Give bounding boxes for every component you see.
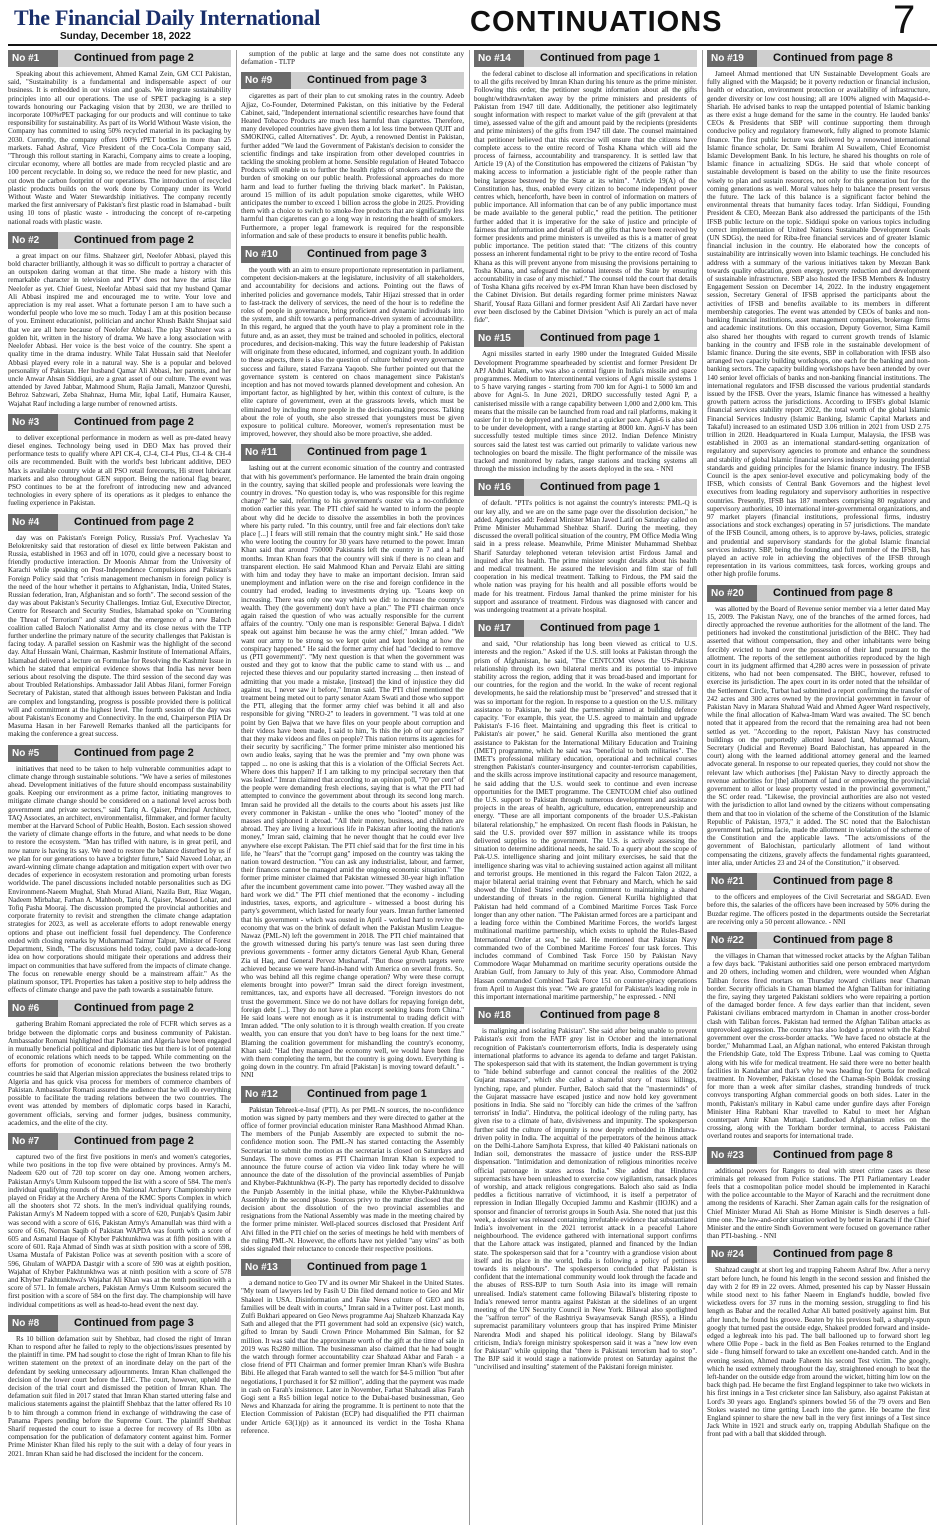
- column-2: [241, 50, 464, 1525]
- story-number: No #8: [8, 1315, 58, 1332]
- story-number: No #22: [707, 932, 757, 949]
- continued-label: Continued from page 1: [524, 479, 697, 496]
- continuation-story: [707, 873, 930, 926]
- continued-label: Continued from page 2: [58, 232, 231, 249]
- continuation-story: [474, 50, 697, 324]
- story-number: No #20: [707, 585, 757, 602]
- continued-label: Continued from page 8: [757, 1246, 930, 1263]
- story-header: [707, 50, 930, 67]
- story-header: [8, 1315, 231, 1332]
- continued-label: Continued from page 2: [58, 1000, 231, 1017]
- continuation-story: [8, 1315, 231, 1458]
- continued-label: Continued from page 8: [757, 1147, 930, 1164]
- story-number: No #5: [8, 745, 58, 762]
- column-divider: [469, 50, 470, 1525]
- continuation-story: [707, 1147, 930, 1241]
- story-header: [8, 414, 231, 431]
- paper-name: The Financial Daily International: [14, 5, 321, 30]
- continuation-story: [8, 414, 231, 508]
- story-header: [8, 514, 231, 531]
- continued-label: Continued from page 2: [58, 414, 231, 431]
- continued-label: Continued from page 8: [757, 873, 930, 890]
- story-body: was allotted by the Board of Revenue senior member via a letter dated May 15, 2009. The Pakistan Navy, one of the branches of the armed forces, had directly approached the revenue authorities for the allotment of the land. The petitioners had invoked the constitutional jurisdiction of the BHC. They had asserted that without compensation, they and other inhabitants were being forcibly evicted to hand over the possession of their land pursuant to the allotment. The reports of the settlement authorities reproduced by the high court in its judgment affirmed that 4,280 acres were in possession of private citizens, who had not been compensated. The BHC, however, refused to exercise its jurisdiction. The apex court in its order noted that the tehsildar of the Settlement Circle, Turbat had submitted a report confirming the transfer of 242 acres and 300 acres owned by the provincial government in favour of Pakistan Navy in Marara Shahzad Waid and Ahmed Ageer Ward respectively, while the final allocation of Kalwa-Imam Ward was awaited. The SC bench noted that it appeared from the record that the remaining area had not been settled as yet. "According to the report, Pakistan Navy has constructed buildings on the purportedly allotted leased land, Muhammad Akram, Secretary (Judicial and Revenue) Board Balochistan, has appeared in the court) along with the learned additional attorney general and the learned advocate general. In response to our repeated queries, they could not show the relevant law which authorises [the] Pakistan Navy to directly approach the revenue authorities for [the] allotment of land or empowering the provincial government to allot or lease property vested in the provincial government," the SC order read. "Likewise, the provincial authorities are also not vested with the jurisdiction to allot land owned by the citizens without compensating them and that too in violation of the scheme of the Constitution of the Islamic Republic of Pakistan, 1973," it added. The SC noted that the Balochistan government had, prima facie, made the allotment in violation of the scheme of the Constitution and the applicable laws. "The acts/omissions of the government of Balochistan, particularly allotment of land without compensating the citizens, gravely affects the fundamental rights guaranteed, inter alia, under Articles 23 and 24 of the Constitution," it observed.: [707, 604, 930, 867]
- story-body: Rs 10 billion defamation suit by Shehbaz, had closed the right of Imran Khan to respond after he failed to reply to the objections/issues presented by the plaintiff in time. PM had sought to close the right of Imran Khan to file his written statement on the pretext of an inordinate delay on the part of the defendant by seeking unnecessary adjournments. Imran Khan challenged the decision of the lower court before the LHC. The court, however, upheld the decision of the trial court and dismissed the petition of Imran Khan. The defamation suit filed in 2017 stated that Imran Khan started uttering false and malicious statements against the plaintiff Shehbaz that the latter offered Rs 10 b to him through a common friend in exchange of withdrawing the case of Panama Papers pending before the Supreme Court. The plaintiff Shehbaz Sharif requested the court to issue a decree for recovery of Rs 10bn as compensation for the publication of defamatory content against him. Former Prime Minister Khan filed his reply to the suit with a delay of four years in 2021. Imran Khan said he had disclosed the incident for the concern.: [8, 1334, 231, 1458]
- continuation-story: [707, 1246, 930, 1438]
- story-header: [474, 620, 697, 637]
- story-header: [8, 1000, 231, 1017]
- column-divider: [236, 50, 237, 1525]
- issue-date: Sunday, December 18, 2022: [60, 31, 191, 42]
- story-body: cigarettes as part of their plan to cut smoking rates in the country. Adeeb Ajjaz, Co-Founder, Determined Pakistan, on this initiative by the Federal Cabinet, said, "Independent international scientific researches have found that Heated Tobacco Products are much less harmful than cigarettes. Therefore, many developed countries have given them a lot less time between QUIT and SMOKING, called Alternatives". Dr. Ayub, a renowned Dentist in Pakistan, further added "We laud the Government of Pakistan's decision to consider the scientific findings and take inspiration from other developed countries in tackling the smoking problem at home. Sensible regulation of Heated Tobacco Products will enable us to further the health rights of smokers and reduce the burden of smoking on our public health. Professional approaches do more harm and lead to further fueling the thriving black market". In Pakistan, around 15 million of its adult population smoke cigarettes, while WHO anticipates the number to exceed 1 billion across the globe in 2025. Providing them with a choice to switch to smoke-free products that are significantly less harmful than cigarettes can go a long way in restoring the health of smokers. Furthermore, a proper legal framework is required for the responsible information and sale of these products to ensure it benefits public health.: [241, 92, 464, 240]
- story-header: [474, 479, 697, 496]
- story-body: is maligning and isolating Pakistan". She said after being unable to prevent Pakistan's exit from the FATF grey list in October and the international recognition of Pakistan's counterterrorism efforts, India is desperately using international platforms to advance its agenda to defame and target Pakistan. The spokesperson said that with its statement, the Indian government is trying to "hide behind subterfuge and cannot conceal the realities of the 2002 Gujarat massacre", which she called a shameful story of mass killings, lynching, rape, and plunder. Further, Baloch said that the "masterminds" of the Gujarat massacre have escaped justice and now hold key government positions in India. She said no "forcibly can hide the crimes of the 'saffron terrorists' in India". Hindutva, the political ideology of the ruling party, has given rise to a climate of hate, divisiveness and impunity. The spokesperson further said the culture of impunity is now deeply embedded in Hindutva-driven polity in India. The acquittal of the perpetrators of the heinous attack on the Delhi-Lahore Samjhota Express, that killed 40 Pakistani nationals on Indian soil, demonstrates the massacre of justice under the RSS-BJP dispensation. "Intimidation and demonization of religious minorities receive official patronage in states across India." She added that Hindutva supremacists have been unleashed to exercise cow vigilantism, ransack places of worship, and attack religious congregations. Baloch also said as India peddles a fictitious narrative of victimhood, it is itself a perpetrator of repression in Indian Illegally Occupied Jammu and Kashmir (IIOJK) and a sponsor and financier of terrorist groups in South Asia. She noted that just this week, a dossier was released containing irrefutable evidence that substantiated India's involvement in the 2021 terrorist attack in a peaceful Lahore neighbourhood. The evidence gathered with international support confirms that the Lahore attack was instigated, planned and financed by the Indian state. The spokesperson said that for a "country with a grandiose vision about itself and its place in the world, India is following a policy of pettiness towards its neighbours". The spokesperson concluded that Pakistan is confident that the international community would look through the facade and the abuses of RSS-BJP to turn South Asia into its image will remain unrealised. India's statement came following Bilawal's blistering riposte to India's renewed terror mantra against Pakistan at the sidelines of an urgent meeting of the UN Security Council in New York. Bilawal also spotlighted the "saffron terror" of the Rashtriya Swayamsevak Sangh (RSS), a Hindu supremacist paramilitary volunteers group that has inspired Prime Minister Narendra Modi and shaped his political ideology. Slang by Bilawal's criticism, India's foreign ministry spokesperson said it was a "new low even for Pakistan" while quipping that "there is Pakistani terrorism had to stop". The BJP said it would stage a nationwide protest on Saturday against the "uncivilised and insulting" statement of the Pakistani foreign minister.: [474, 1027, 697, 1372]
- story-header: [474, 1007, 697, 1024]
- story-body: and said, "Our relationship has long been viewed as critical to U.S. interests and the region." Asked if the U.S. still looks at Pakistan through the prism of Afghanistan, he said, "The CENTCOM views the US-Pakistan relationship through its own bilateral merits and its potential to improve stability across the region, adding that it was broad-based and important for our countries, for the region and the world. In the wake of recent regional developments, he said the relationship must be "preserved" and stressed that it was so important for the region. In response to a question on the U.S. military assistance to Pakistan, he said the partnership aimed at building defence capacity. "For example, this year, the U.S. agreed to maintain and upgrade Pakistan's F-16 fleet. Maintaining and upgrading this fleet is critical to Pakistan's air power," he said. General Kurilla also mentioned the grant assistance to Pakistan for the International Military Education and Training (IMET) programme, which he said was "beneficial to both militaries". The IMET's professional military education, operational and technical courses strengthen Pakistan's counter-insurgency and counter-terrorism capabilities, and the skills across improve institutional capacity and resource management, he said adding that the U.S. would seek to continue and even increase opportunities for the IMET programme. The CENTCOM chief also outlined the U.S. support to Pakistan through numerous development and assistance projects in the areas of health, agriculture, education, entrepreneurship and energy. "These are all important components of the broader U.S.-Pakistan bilateral relationship," he emphasized. On recent flash floods in Pakistan, he said the U.S. provided over $97 million in assistance while its troops delivered supplies to the government. The U.S. is actively assessing the situation to determine additional needs, he said. To a query about the scope of Pak-U.S. intelligence sharing and joint military exercises, he said that the intelligence sharing was vital to achieving sustained action against all militant and terrorist groups. He mentioned in this regard the Falcon Talon 2022, a major bilateral aerial training event that February and March, which he said showed the United States' enduring commitment to maintaining a shared understanding of threats in the region. General Kurilla highlighted that Pakistan had held command of a Combined Maritime Forces Task Force longer than any other nation. "The Pakistan armed forces are a participant and a leading force within the Combined Maritime Forces, the world's largest multinational maritime partnership, which exists to uphold the Rules-Based International Order at sea," he said. He mentioned that Pakistan Navy commanded two of the Combined Maritime Forces' four task forces. This includes command of Combined Task Force 150 by Pakistan Navy Commodore Waqar Muhammad on maritime security operations outside the Arabian Gulf, from January to July of this year. Also, Commodore Ahmad Hassan commanded Combined Task Force 151 on counter-piracy operations from April to August this year. "We are grateful for Pakistan's leading role in this important international maritime partnership," he expressed. - NNI: [474, 640, 697, 1001]
- story-header: [474, 330, 697, 347]
- story-header: [241, 1259, 464, 1276]
- story-number: No #9: [241, 72, 291, 89]
- story-header: [707, 932, 930, 949]
- continued-label: Continued from page 3: [58, 1315, 231, 1332]
- story-body: initiatives that need to be taken to help vulnerable communities adapt to climate change through sustainable solutions. "We have a series of milestones ahead. Development initiatives of the future should encompass sustainability goals. Keeping our environment as a prime factor, initiating mangroves to mitigate climate change should be considered on a national level across both government and private sectors," said Tariq A. Qaiser, Principal Architect, TAQ Associates, an architect, environmentalist, filmmaker, and former faculty member at the Harvard School of Public Health, Boston. Each session showed the variety of climate change efforts in the future, and what needs to be done to restore the ecosystem. "Man has trifled with nature, is in great peril, and now nature is having its say. We need to restore the balance disturbed by us if we plan for our generations to have a brighter future," Said Naveed Lohar, an award-winning climate change adaptation and mitigation expert with over two decades of experience in ecosystem restoration and promoting urban forests worldwide. The panel discussions included notable personalities such as DG Environment-Naeem Mughal, Shah Murad Aliani, Nazila Butt, Riaz Wagan, Nadeem Mirbahar, Farhan A. Mahboob, Tariq A. Qaiser, Masood Lohar, and Tofiq Pasha Mooraj. The discussion prompted the provincial authorities and corporate fraternity to revisit and strengthen the climate change adaptation strategies for 2023, as well as accelerate efforts to adopt renewable energy options and phase out inefficient fossil fuel dependency. The Conference ended with closing remarks by Muhammad Taimur Talpur, Minister of Forest Department, Sindh, "The discussions held today, could pave a decade-long idea on how corporations should mitigate their operations and address their impact on communities that have suffered from the impacts of climate change. The focus on renewable energy should be a mainstream affair." As the platinum sponsor, TPL Properties has taken a positive step to help address the effects of climate change and pave the path towards a sustainable future.: [8, 764, 231, 995]
- continued-label: Continued from page 1: [291, 1259, 464, 1276]
- section-title: CONTINUATIONS: [470, 6, 723, 38]
- story-body: day was on Pakistan's Foreign Policy, Russia's Prof. Vyacheslav Ya Belokrenitsky said that restoration of diesel ex little between Pakistan and Russia, established in 1963 and off in 1070, could give a necessary boost to friendly productive interaction. Dr Moonis Ahmar from the University of Karachi while speaking on Post-Independence Compulsions and Pakistan's Foreign Policy said that "crisis management mechanism in foreign policy is the need of the hour whether it pertains to Afghanistan, India, United States, Russian federation, Iran, Afghanistan and so forth". The second session of the day was about Pakistan's Security Challenges. Imtiaz Gul, Executive Director, Centre for Research and Security Studies, Islamabad spoke on "Countering the Threat of Terrorism" and stated that the emergence of a new Baloch coalition called Baloch Nationalist Army and its close nexus with the TTP further underline the primary nature of the security challenges that Pakistan is facing today. A parallel session on Kashmir was the highlight of the second day. Altaf Hussain Wani, Chairman, Kashmir Institute of International Affairs, Islamabad delivered a lecture on Formulae for Resolving the Kashmir Issue in which he stated that empirical evidence shows that India has never been serious about resolving the dispute. The third session of the second day was about Troubled Relationships. Ambassador Jalil Abbas Jilani, former Foreign Secretary of Pakistan, stated that although issues between Pakistan and India are complex and longstanding, progress is possible provided there is political will and commitment at the highest level. The fourth session of the day was about Pakistan's Economy and Connectivity. In the end, Chairperson PIIA Dr Masuma Hasan in her Farewell Remarks thanked all the participants for making the conference a great success.: [8, 533, 231, 739]
- story-number: No #4: [8, 514, 58, 531]
- continued-label: Continued from page 8: [524, 1007, 697, 1024]
- story-number: No #10: [241, 246, 291, 263]
- continuation-story: [707, 585, 930, 868]
- story-header: [241, 1086, 464, 1103]
- story-number: No #18: [474, 1007, 524, 1024]
- story-header: [241, 72, 464, 89]
- story-number: No #6: [8, 1000, 58, 1017]
- continuation-story: [241, 72, 464, 240]
- continuation-story: [707, 50, 930, 579]
- story-body: Agni missiles started in early 1980 under the Integrated Guided Missile Development Programme spearheaded by scientist and former President Dr APJ Abdul Kalam, who was also a central figure in India's missile and space programmes. Medium to Intercontinental versions of Agni missile systems 1 to 5 have varying ranges - starting from 700 km for Agni-1 to 5000 km and above for Agni-5. In June 2021, DRDO successfully tested Agni P, a canisterised missile with a range capability between 1,000 and 2,000 km. This means that the missile can be launched from road and rail platforms, making it easier for it to be deployed and launched at a quicker pace. Agni-6 is also said to be under development, with a range starting at 8000 km. Agni-V has been successfully tested multiple times since 2012. Indian Defence Ministry sources said the latest test was carried out primarily to validate various new technologies on board the missile. The flight performance of the missile was tracked and monitored by radars, range stations and tracking systems all through the mission including by the assets deployed in the sea. - NNI: [474, 350, 697, 474]
- story-number: No #3: [8, 414, 58, 431]
- continuation-story: [241, 1086, 464, 1254]
- continued-label: Continued from page 2: [58, 1133, 231, 1150]
- story-header: [707, 1246, 930, 1263]
- column-3: [474, 50, 697, 1525]
- story-number: No #24: [707, 1246, 757, 1263]
- page-number: 7: [893, 0, 916, 42]
- continuation-story: [241, 1259, 464, 1435]
- story-number: No #19: [707, 50, 757, 67]
- story-body: the youth with an aim to ensure proportionate representation in parliament, competent decision-makers at the legislature, inclusivity of all stakeholders, and accountability for decisions and actions. Pointing out the flaws of inherited policies and governance models, Tahir Hijazi stressed that in order to fast-track the delivery of services, the need of the hour is to redefine the roles of people in governance, bring proficient and dynamic individuals into the system, and shift towards a performance-driven system of accountability. In this regard, he argued that the youth have to play a prominent role in the future and, as an asset, they must be trained and schooled in politics, electoral procedures, and decision-making. This way the future leadership of Pakistan will originate from these educated, informed, and cognizant youth. In addition to these aspects, there is also the question of culture behind every governance success and failure, stated Farzana Yaqoob. She further pointed out that the governance system is centered on chaos management since Pakistan's inception and has not moved towards planned development and cohesion. An important factor, as highlighted by her, within this context of culture, is the elite capture of government, even at the grassroots levels, which must be eliminated by including more people in the decision-making process. Talking about the role of youth, she also stressed that youngsters must be given exposure to political culture. Moreover, women's representation must be improved, however, they should also be more proactive, she added.: [241, 266, 464, 439]
- continuation-story: [474, 479, 697, 614]
- continuation-story: [8, 514, 231, 739]
- story-header: [8, 1133, 231, 1150]
- column-1: [8, 50, 231, 1525]
- story-body: gathering Brahim Romani appreciated the role of FCFR which serves as a bridge between the diplomatic corps and business community of Pakistan. Ambassador Romani highlighted that Pakistan and Algeria have been engaged in mutually beneficial political and diplomatic ties but there is lot of potential of economic relations which needs to be tapped. While commenting on the efforts for promotion of economic relations between the two brotherly countries he said that Algerian mission appreciates the business related trips to Algeria and has quick visa process for members of commerce chambers of Pakistan. Ambassador Romani assured the audience that he will do everything possible to facilitate the trading relations between the two countries. The event was attended by members of diplomatic corps based in Karachi, government officials, serving and former judges, business community, academics, and the elite of the city.: [8, 1020, 231, 1127]
- continuation-story: [241, 246, 464, 438]
- continued-label: Continued from page 1: [524, 330, 697, 347]
- story-body: sumption of the public at large and the same does not constitute any defamation - TLTP: [241, 50, 464, 67]
- continued-label: Continued from page 2: [58, 514, 231, 531]
- story-number: No #23: [707, 1147, 757, 1164]
- continuation-story: [241, 50, 464, 66]
- story-body: captured two of the first five positions in men's and women's categories, while two positions in the top five were obtained by provinces. Army's M. Nadeem 620 out of 720 top scorer on day one. Among women archers, Pakistan Army's Umm Kulsoom topped the list with a score of 584. The men's individual qualifying rounds of the 9th National Archery Championship were played on Friday at the Archery Arena of the KMC Sports Complex in which all the shooters shot 72 shots. In the men's individual qualifying rounds, Pakistan Army's M Nadeem topped with a score of 620, Punjab's Qasim Jabir was second with a score of 616, Pakistan Army's Amanullah was third with a score of 616, Noman Saqib of Pakistan WAPDA was fourth with a score of 605 and Asmatul Haque of Khyber Pakhtunkhwa was at fifth position with a score of 601. Raja Ahmad of Sindh was at sixth position with a score of 598, Usama Mustafa of Pakistan Police was at seventh position with a score of 596, Ghulam of WAPDA Dastgir with a score of 590 was at eighth position, Wajahat of Khyber Pakhtunkhwa was at ninth position with a score of 578 and Khyber Pakhtunkhwa's Wajahat Ali Khan was at the tenth position with a score of 571. In female archers, Pakistan Army's Umm Kulsoom secured the first position with a score of 584 on the first day. The championship will have individual competitions as well as head-to-head event the next day.: [8, 1152, 231, 1309]
- story-body: Jameel Ahmad mentioned that UN Sustainable Development Goals are fully aligned with the Maqasid; be it poverty reduction or financial inclusion, health or education, environment protection or availability of infrastructure, gender diversity or low cost housing; all are 100% aligned with Maqasid-e-Shariah. He advised banks to reap the untapped potential of Islamic banking as there exist a huge demand for the same in the country. He lauded banks' CEOs & Presidents that SBP will continue supporting them through conducive policy and regulatory framework, fully aligned to promote Islamic finance. The first public lecture was delivered by a renowned international Islamic finance scholar, Dr. Sami Ibrahim Al Suwailem, Chief Economist Islamic Development Bank. In his lecture, he shared his thoughts on role of Islamic finance in actualizing SDGs. He said that whole concept of sustainable development is based on the ability to use the finite resources wisely to plan and sustain resources, not only for this generation but for the coming generations as well. Moral values help to balance the present versus the future. The lack of this balance is a significant factor behind the environmental threats that humanity faces today. Irfan Siddiqui, Founding President & CEO, Meezan Bank also addressed the participants of the 15th IFSB public lecture on the topic. Siddiqui spoke on various topics including correct implementation of United Nations Sustainable Development Goals (UN SDGs), the need for Riba-free financial services and of greater Islamic financial inclusion in the country. He elaborated how the concepts of sustainability are intrinsically woven into Islamic teachings. He concluded his address with a summary of the various initiatives taken by Meezan Bank towards quality education, green energy, poverty reduction and development of sustainable infrastructure. SBP also hosted the IFSB Members & Industry Engagement Session on December 14, 2022. In the industry engagement session, Secretary General of IFSB apprised the participants about the activities of IFSB and benefits available to its members in different membership categories. The event was attended by CEOs of banks and non-banking financial institutions, asset management companies, brokerage firms and academic institutions. On this occasion, Deputy Governor, Sima Kamil also shared her thoughts with regard to current growth trends of Islamic banking in the country and IFSB role in the sustainable development of Islamic finance. During the site events, SBP in collaboration with IFSB also arranged two capacity building workshops, one each for the banking and non-banking sectors. The capacity building workshops have been attended by over 140 senior level officials of banks and non-banking financial institutions. The international regulators and IFSB discussed the various prudential standards issued by the IFSB. Over the years, Islamic finance has witnessed a healthy growth pattern across the jurisdictions. According to IFSB's global Islamic financial services stability report 2022, the total worth of the global Islamic Financial Services Industry (Islamic Banking, Islamic Capital Markets and Takaful) increased to an estimated USD 3.06 trillion in 2021 from USD 2.75 trillion in 2020. Headquartered in Kuala Lumpur, Malaysia, the IFSB was established in 2003 as an international standard-setting organization of regulatory and supervisory agencies to promote and enhance the soundness and stability of global Islamic financial services industry by issuing prudential standards and guiding principles for the Islamic finance industry. The IFSB Council is the apex senior-level executive and policymaking body of the IFSB, which consists of Central Bank Governors and the highest level executives from leading regulatory and supervisory authorities in respective countries. Presently, IFSB has 187 members comprising 80 regulatory and supervisory authorities, 10 international inter-governmental organizations, and 97 market players (financial institutions, professional firms, industry associations and stock exchanges) operating in 57 jurisdictions. The mandate of the IFSB Council, among others, is to approve by-laws, policies, strategic and prudential and supervisory standards for the global Islamic financial services industry. SBP, being the founding and full member of the IFSB, has played an active role in achieving the objectives of the IFSB through representation in its various committees, task forces, working groups and other high profile forums.: [707, 70, 930, 579]
- story-body: to deliver exceptional performance in modern as well as pre-dated heavy diesel engines. Technology being used in DEO Max has proved their performance tests to qualify where API CK-4, CJ-4, CI-4 Plus, CI-4 & CH-4 oils are recommended. Built with the world's best lubricant additive, DEO Max is available country wide at all PSO retail forecourts, Hi street lubricant markets and also throughout GEN support. Being the national flag bearer, PSO continues to be at the forefront of introducing new and advanced technologies in every sphere of its operations as it pledges to enhance the fueling experience in Pakistan.: [8, 433, 231, 508]
- story-number: No #13: [241, 1259, 291, 1276]
- story-header: [241, 444, 464, 461]
- continuation-story: [241, 444, 464, 1079]
- continuation-story: [474, 1007, 697, 1372]
- continued-label: Continued from page 3: [291, 246, 464, 263]
- continuation-story: [474, 330, 697, 473]
- continuation-story: [8, 1133, 231, 1309]
- story-header: [707, 585, 930, 602]
- continued-label: Continued from page 3: [291, 72, 464, 89]
- story-header: [8, 232, 231, 249]
- story-number: No #7: [8, 1133, 58, 1150]
- continued-label: Continued from page 1: [291, 1086, 464, 1103]
- story-number: No #15: [474, 330, 524, 347]
- story-number: No #12: [241, 1086, 291, 1103]
- story-body: Shahzad caught at short leg and trapping Faheem Ashraf lbw. After a nervy start before lunch, he found his length in the second session and finished the day with 2 for 89 in 22 overs. Ahmed, presented his cap by Nasser Hussain while stood next to his father Naeem in England's huddle, bowled five wicketless overs for 37 runs in the morning session, struggling to find his length as Babar and the recalled Azhar Ali batted positively against him. But after lunch, he found his groove. Beaten by his previous ball, a sharply-spun googly that turned past the outside edge, Shakeel prodded forward and inside-edged a legbreak into his pad. The ball ballooned up to forward short leg where Ollie Pope - back in the field as Ben Foakes returned to the England side - flung himself forward to take an excellent one-handed catch. And in the evening session, Ahmed made Faheem his second Test victim. The googly, which he used extremely throughout the day, straightened enough to beat the left-hander on the outside edge from around the wicket, hitting him low on the back thigh pad. He became the first England legspinner to take two wickets in his first innings in a Test cricketer since Ian Salisbury, also against Pakistan at Lord's 30 years ago. England's spinners bowled 56 of the 79 overs and Ben Stokes wasted no time getting Leach into the game. He became the first England spinner to share the new ball in the very first innings of a Test since Jack White in 1921 and struck early on, trapping Abdullah Shafique on the front pad with a ball that skidded through.: [707, 1266, 930, 1439]
- story-body: lashing out at the current economic situation of the country and contrasted that with his government's performance. He lamented the brain drain ongoing in the country, saying that skilled people and professionals were leaving the country in droves. "No question today is, who was responsible for this regime change?" he said, referring to his government's ouster via a no-confidence motion earlier this year. The PTI chief said he wanted to inform the people about why did he decide to dissolve the assemblies in both the provinces where his party ruled. "In this country, until free and fair elections don't take place [...] I fears will still remain that the country might sink." He said those who were looting the country for 30 years have returned to the power. Imran Khan said that around 750000 Pakistanis left the country in 7 and a half months. Imran Khan fears that the country will sink if there is no clean and transparent election. He said Mahmood Khan and Pervaiz Elahi are sitting with him and today they have to make an important decision. Imran said unemployment and inflation were on the rise and foreign confidence in the country had eroded, leading to investments drying up. "Loans keep on increasing. There was only one way which we did: to increase the country's wealth. They (the government) don't have a plan." The PTI chairman once again raised the question of who was actually responsible for the current affairs of the country. "Only one man is responsible: General Bajwa. I didn't speak out against him because he was the army chief," Imran added. "We want our army to be strong so we kept quiet and kept looking at how the conspiracy happened." He said the former army chief had "decided to remove us (PTI government)". "My next question is that when the government was ousted and they got to know that the public came to stand with us ... and rejected these thieves and our popularity started increasing ... then instead of admitting that you made a mistake, [instead] the kind of injustice they did against us, I never saw it before," Imran said. The PTI chief mentioned the treatment being meted out to party senator Azam Swati and those who support the PTI, alleging that the former army chief was behind it all and also responsible for giving "NRO-2" to leaders in government. "I was told at one point by Gen Bajwa that we have files on your people about corruption and their videos have been made, I said to him, 'Is this the job of our agencies?' that they make videos and files on people? This nation returns its agencies for their security by sacrificing." The former prime minister also mentioned his own audio leaks, saying that he was the premier and "my own phone was tapped ... no one is asking that this is a violation of the Official Secrets Act. Where does this happen? If I am talking to my principal secretary then that was leaked." Imran claimed that according to an opinion poll, "70 per cent" of the people were demanding fresh elections, saying that is what the PTI had attempted to convince the government about through its second long march. Imran said he provided all the details to the courts about his assets just like every commoner in Pakistan - unlike the ones who "looted" money of the masses and siphoned it abroad. "All their money, business, and children are abroad. They are living a luxurious life in Pakistan after looting the nation's money," Imran said, claiming that he never thought that he could ever live anywhere else except Pakistan. The PTI chief said that for the first time in his life, he "fears" that the "corrupt gang" imposed on the country was taking the nation toward destruction. "You can ask any industrialist, labour, and farmer, their finances cannot be managed amid the ongoing economic situation." The former prime minister claimed that Pakistan witnessed 30-year high inflation after the incumbent government came into power. "They washed away all the hard work we did." The PTI chief mentioned that the economy - including industries, taxes, exports, and agriculture - witnessed a boost during his party's government, which lasted for nearly four years. Imran further lamented that his government - which was ousted in April - worked hard to revive the economy that was on the brink of default when the Pakistan Muslim League-Nawaz (PML-N) left the government in 2018. The PTI chief maintained that the growth witnessed during his party's tenure was last seen during three previous governments - former army dictators General Ayub Khan, General Zia ul Haq, and General Pervez Musharraf. "But those growth targets were achieved because we were hand-in-hand with America on several fronts. So, who was behind all this regime change operation? Why were these corrupt elements brought into power?" Imran said the direct foreign investment, remittances, tax, and exports have all decreased. "Foreign investors do not trust the government. Since we do not have dollars for repaying foreign debt, foreign debt [...]. They do not have a plan except seeking loans from China." He said loans were not enough as it is instrumental to trading deficit with Imran added. "The only solution to it is through wealth creation. If you create wealth, you can ensure that you don't have to beg loans for the next time." Blaming the coalition government for mishandling the country's economy, Khan said: "Had they managed the economy well, we would have been fine with them completing the term, but the country is going down. Everything is going down in the country. I'm afraid [Pakistan] is moving toward default." - NNI: [241, 464, 464, 1080]
- story-number: No #1: [8, 50, 58, 67]
- story-number: No #11: [241, 444, 291, 461]
- story-body: a great impact on our films. Shahzeer girl, Neelofer Abbasi, played this bold character brilliantly, although it was so difficult to portray a character of an outspoken daring woman at that time. She made a history with this remarkable character in television and PTV does not have the artist like Neelofer as yet. Chief Guest, Neelofar Abbasi said that my husband Qamar Ali Abbasi inspired me and encouraged me to write. Your love and appreciation is my real asset. What a fortunate person I am to have such a wonderful people who love me so much. Today I am at this position because of you. Eminent educationist, politician and anchor Khush Bakht Shujaat said that we are all here because of Neelofer Abbasi. The play Shahzeer was a golden hit, written in the history of drama. We have a long association with Neelofer Abbasi. Her voice is the best voice of the country. She spent a quality time in the drama industry. While Talat Hussain said that Neelofer Abbasi played every role in a natural way. She is a popular and beloved personality of Pakistan. Her husband Qamar Ali Abbasi, her parents, and her uncle Anwar Ahsan Siddiqui, are a great asset of our culture. The event was attended by Javed Jabbar, Mahmood Shum, Rajia Jamali, Manzoor Qureshi, Behroz Sabzwari, Zeba Shahnaz, Huma Mir, Iqbal Latif, Humaira Kauser, Wajahat Rauf including a large number of renowned artists.: [8, 251, 231, 408]
- story-number: No #16: [474, 479, 524, 496]
- story-header: [8, 50, 231, 67]
- continuation-story: [8, 1000, 231, 1127]
- continuation-story: [474, 620, 697, 1001]
- story-number: No #14: [474, 50, 524, 67]
- column-divider: [702, 50, 703, 1525]
- story-body: the villages in Chaman that witnessed rocket attacks by the Afghan Taliban a few days back. "Pakistani authorities said one person embraced martyrdom and 20 others, including women and children, were wounded when Afghan Taliban forces fired mortars on Thursday toward civilians near Chaman border. Security officials in Chaman blamed the Afghan Taliban for initiating the fire, saying they targeted Pakistani soldiers who were repairing a portion of the damaged border fence. A few days earlier than that incident, seven Pakistani civilians embraced martyrdom in Chaman in another cross-border clash with Taliban forces. Pakistan had termed the Afghan Taliban attacks as unprovoked aggression. The country has also lodged a protest with the Kabul government over the cross-border attacks. "We have faced no obstacle at the border," Muhammad Laal, an Afghan national, who entered Pakistan through the Friendship Gate, told The Express Tribune. Laal was coming to Quetta along with his wife for medical treatment. He said there were no better health facilities in Kandahar and that's why he was heading for Quetta for medical treatment. In November, Pakistan closed the Chaman-Spin Boldak crossing for more than a week after similar clashes, stranding hundreds of truck convoys transporting Afghan commercial goods on both sides. Later in the month, Pakistan's military in Kabul came under gunfire days after Foreign Minister Hina Rabbani Khar travelled to Kabul to meet her Afghan counterpart Amir Khan Muttaqi. Landlocked Afghanistan relies on the crossing, along with the Torkham border terminal, to access Pakistani overland routes and seaports for international trade.: [707, 951, 930, 1141]
- continuation-story: [8, 745, 231, 995]
- story-header: [707, 1147, 930, 1164]
- story-number: No #17: [474, 620, 524, 637]
- continued-label: Continued from page 1: [524, 50, 697, 67]
- story-body: Pakistan Tehreek-e-Insaf (PTI). As per PML-N sources, the no-confidence motion was signed by party members and they were directed to gather at the office of former provincial education minister Rana Mashhood Ahmad Khan. The members of the Punjab Assembly are expected to submit the no-confidence motion soon. The PML-N has started contacting the Assembly Secretariat to submit the motion as the secretariat is closed on Saturdays and Sundays. The move comes as PTI Chairman Imran Khan is expected to announce the future course of action via video link today where he will announce the date of the dissolution of the provincial assemblies of Punjab and Khyber-Pakhtunkhwa (K-P). The party has reportedly decided to dissolve the Punjab Assembly in the initial phase, while the Khyber-Pakhtunkhwa Assembly in the second phase. Sources privy to the matter disclosed that the decision about the dissolution of the two provincial assemblies and resignations from the National Assembly was made in the meeting chaired by the former prime minister. Well-placed sources disclosed that President Arif Alvi filled in the PTI chief on the series of meetings he held with members of the ruling PML-N. However, the efforts have not yielded "any wins" as both sides signaled their reluctance to concede their respective positions.: [241, 1105, 464, 1254]
- column-4: [707, 50, 930, 1525]
- story-body: of default. "PTI's politics is not against the country's interests: PML-Q is our key ally, and we are on the same page over the dissolution decision," he added. Agencies add: Federal Minister Mian Javed Latif on Saturday called on Prime Minister Muhammad Shehbaz Sharif. During the meeting, they discussed the overall political situation of the country, PM Office Media Wing said in a press release. Meanwhile, Prime Minister Muhammad Shehbaz Sharif Saturday telephoned veteran television artist Firdous Jamal and inquired after his health. The prime minister sought details about his health and medical treatment. He assured the television and film star of full cooperation in his medical treatment. Talking to Firdous, the PM said the whole nation was praying for his health and all possible efforts would be made for his treatment. Firdous Jamal thanked the prime minister for his support and assurance of treatment. Firdous was diagnosed with cancer and was undergoing treatment at a private hospital.: [474, 499, 697, 614]
- continued-label: Continued from page 1: [291, 444, 464, 461]
- story-number: No #21: [707, 873, 757, 890]
- story-header: [241, 246, 464, 263]
- continued-label: Continued from page 8: [757, 50, 930, 67]
- story-header: [8, 745, 231, 762]
- story-body: additional powers for Rangers to deal with street crime cases as these criminals get released from Police stations. The PTI Parliamentary Leader feels that a cosmopolitan police model should be implemented in Karachi with the police accountable to the Mayor of Karachi and the recruitment done among the residents of Karachi. Sher Zaman again calls for the resignation of Chief Minister Murad Ali Shah as Home Minister is Sindh deserves a full-time one. The law-and-order situation worked by better in Karachi if the Chief Minister and the entire Sindh Government were focused on governance rather than PTI-bashing. - NNI: [707, 1166, 930, 1241]
- continued-label: Continued from page 2: [58, 745, 231, 762]
- story-body: the federal cabinet to disclose all information and specifications in relation to all the gifts received by Imran Khan during his tenure as the prime minister. Following this order, the petitioner sought information about all the gifts bought/withdrawn/taken away by the prime ministers and presidents of Pakistan from 1947 till date. Additionally, the petitioner also legitimately sought information with respect to market value of the gift (prevalent at that time), assessed value of the gift and amount paid by the recipients (presidents and prime ministers) of the gifts from 1947 till date. The counsel maintained that petitioner believed that this exercise will ensure that the citizens have complete access to the entire record of Tosha Khana which will aid the process of fairness, accountability and transparency. It is settled law that Article 19 (A) of the Constitution has empowered the citizens of Pakistan "by making access to information a justiciable right of the people rather than being largesse bestowed by the State at its whim". "Article 19(A) of the Constitution has, thus, enabled every citizen to become independent power centres which, henceforth, have been in control of information on matters of public importance. All information that can be of any public importance must be made available to the general public," read the petition. The petitioner further added that it is imperative for the sake of justice and principle of fairness that information and detail of all the gifts that have been received by former presidents and prime ministers is unveiled as this is a matter of great public importance. The petition stated that: "The citizens of this country possess an inherent fundamental right to be privy to the entire record of Tosha Khana as this will prevent anyone from misusing the provisions pertaining to Tosha Khana, and safeguard the national interests of the State by ensuring accountability in case of any mischief." The counsel told the court that details of Tosha Khana gifts received by ex-PM Imran Khan have been disclosed by the Cabinet Division. But details regarding former prime ministers Nawaz Sharif, Yousaf Raza Gillani and former president Asif Ali Zardari have never ever been disclosed by the Cabinet Division "which is purely an act of mala fide".: [474, 70, 697, 325]
- continuation-story: [8, 232, 231, 408]
- header-rule: [8, 44, 937, 46]
- story-number: No #2: [8, 232, 58, 249]
- story-body: to the officers and employees of the Civil Secretariat and S&GAD. Even before this, the salaries of the officers have been increased by 50% during the Buzdar regime. The officers posted in the departments outside the Secretariat are receiving only a 50 percent allowance. - NNI: [707, 893, 930, 926]
- story-body: Speaking about this achievement, Ahmed Kamal Zein, GM CCI Pakistan, said, "Sustainability is a fundamental and indispensable aspect of our business. It is embedded in our vision and goals. We integrate sustainability principles into all our operations. The use of SPET packaging is a step towards honouring our Packaging vision that by 2030, we are thrilled to incorporate 100%rPET packaging for our products and will continue to take responsibility for sustainability. As part of its World Without Waste vision, the Company has committed to using 50% recycled material in its packaging by 2030. Currently, the company offers 100% rPET bottles in more than 25 markets. Fahad Ashraf, Vice President of the Coca-Cola Company said, "Through this rollout starting in Karachi, Company aims to create a looping, circular economy, where all bottles are made from recycled plastic and are 100 percent recyclable. In doing so, we reduce the need for new plastic, and cut down the carbon footprint of our operations. The introduction of recycled plastic products builds on the work done by Company under its World Without Waste and Water Stewardship initiatives. The company recently marked the first anniversary of Pakistan's first plastic road in Islamabad - built using 10 tons of plastic waste - introducing the concept of re-carpeting national roads with plastic waste.: [8, 70, 231, 226]
- continuation-story: [8, 50, 231, 226]
- continued-label: Continued from page 1: [524, 620, 697, 637]
- story-header: [474, 50, 697, 67]
- story-header: [707, 873, 930, 890]
- story-body: a demand notice to Geo TV and its owner Mir Shakeel in the United States. "My team of lawyers led by Fasih U Din filed demand notice to Geo and Mir Shakeel in USA. Disinformation and Fake News culture of GEO and its families will be dealt with in courts," Imran said in a Twitter post. Last month, Zulfi Bukhari appeared on Geo News programme Aaj Shahzeb Khanzada Kay Sath and alleged that the PTI government had sold an expensive (sic) watch, gifted to Imran by Saudi Crown Prince Mohammed Bin Salman, for $2 million. It was said that the approximate worth of the gift at the time of sale in 2019 was Rs280 million. The businessman also claimed that he had bought the watch through former accountability czar Shahzad Akbar and Farah - a close friend of PTI Chairman and former premier Imran Khan's wife Bushra Bibi. He alleged that Farah wanted to sell the watch for $4-5 million "but after negotiations, I purchased it for $2 million", adding that the payment was made in cash on Farah's insistence. Later in November, Farhat Shahzadi alias Farah Gogi sent a Rs5 billion legal notice to the Dubai-based businessman, Geo News and Khanzada for airing the programme. It is pertinent to note that the Election Commission of Pakistan (ECP) had disqualified the PTI chairman under Article 63(1)(p) as it announced its verdict in the Tosha Khana reference.: [241, 1279, 464, 1435]
- continuation-story: [707, 932, 930, 1141]
- continued-label: Continued from page 8: [757, 932, 930, 949]
- continued-label: Continued from page 8: [757, 585, 930, 602]
- continued-label: Continued from page 2: [58, 50, 231, 67]
- masthead: [0, 0, 945, 46]
